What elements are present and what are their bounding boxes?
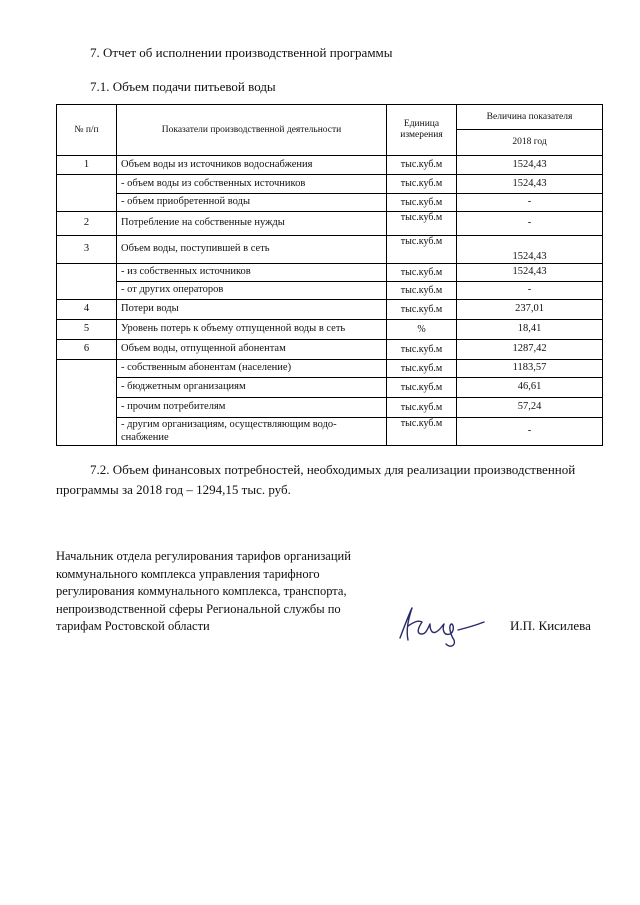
row-unit: тыс.куб.м — [387, 236, 457, 264]
row-value: 1524,43 — [457, 236, 603, 264]
row-value: 237,01 — [457, 300, 603, 320]
row-label: - от других операторов — [117, 282, 387, 300]
row-label: - из собственных источников — [117, 264, 387, 282]
row-label: - объем приобретенной воды — [117, 194, 387, 212]
section-7-title: 7. Отчет об исполнении производственной программы — [90, 45, 393, 60]
row-label: Объем воды из источников водоснабжения — [117, 156, 387, 175]
header-num: № п/п — [57, 105, 117, 156]
row-label: Потребление на собственные нужды — [117, 212, 387, 236]
row-value: 1524,43 — [457, 156, 603, 175]
row-value: 18,41 — [457, 320, 603, 340]
row-unit: тыс.куб.м — [387, 300, 457, 320]
row-unit: тыс.куб.м — [387, 360, 457, 378]
row-unit: тыс.куб.м — [387, 282, 457, 300]
row-value: 1524,43 — [457, 264, 603, 282]
water-supply-table — [56, 104, 603, 446]
table-row — [57, 282, 603, 300]
table-row — [57, 264, 603, 282]
row-num: 2 — [57, 212, 117, 236]
header-value-group: Величина показателя — [457, 105, 603, 130]
table-row — [57, 398, 603, 418]
row-num — [57, 264, 117, 300]
table-row — [57, 156, 603, 175]
table-row — [57, 378, 603, 398]
handwritten-signature — [392, 600, 502, 650]
row-value: - — [457, 212, 603, 236]
row-num — [57, 175, 117, 212]
row-value: 1524,43 — [457, 175, 603, 194]
row-value: 46,61 — [457, 378, 603, 398]
row-unit: тыс.куб.м — [387, 340, 457, 360]
row-value: - — [457, 282, 603, 300]
row-label: Уровень потерь к объему отпущенной воды в сеть — [117, 320, 387, 340]
row-value: 57,24 — [457, 398, 603, 418]
header-year: 2018 год — [457, 130, 603, 156]
section-7-2-continuation: программы за 2018 год – 1294,15 тыс. руб. — [56, 482, 291, 497]
table-row — [57, 236, 603, 264]
row-label: - собственным абонентам (население) — [117, 360, 387, 378]
section-7-1-title: 7.1. Объем подачи питьевой воды — [90, 79, 276, 94]
row-unit: тыс.куб.м — [387, 212, 457, 236]
row-label: Потери воды — [117, 300, 387, 320]
table-row — [57, 320, 603, 340]
row-unit: % — [387, 320, 457, 340]
row-num: 5 — [57, 320, 117, 340]
row-num: 3 — [57, 236, 117, 264]
row-unit: тыс.куб.м — [387, 378, 457, 398]
table-row — [57, 360, 603, 378]
section-7-2-paragraph — [56, 460, 595, 500]
row-label: - прочим потребителям — [117, 398, 387, 418]
header-unit: Единица измерения — [387, 105, 457, 156]
row-unit: тыс.куб.м — [387, 156, 457, 175]
table-row — [57, 175, 603, 194]
row-unit: тыс.куб.м — [387, 194, 457, 212]
table-row — [57, 300, 603, 320]
row-unit: тыс.куб.м — [387, 264, 457, 282]
row-unit: тыс.куб.м — [387, 175, 457, 194]
table-row — [57, 340, 603, 360]
row-label: Объем воды, поступившей в сеть — [117, 236, 387, 264]
row-value: 1183,57 — [457, 360, 603, 378]
row-value: - — [457, 418, 603, 446]
row-num — [57, 360, 117, 446]
section-7-2-text: 7.2. Объем финансовых потребностей, необходимых для реализации производственной — [90, 462, 576, 477]
signatory-name: И.П. Кисилева — [510, 618, 591, 633]
row-label: - бюджетным организациям — [117, 378, 387, 398]
row-label: - объем воды из собственных источников — [117, 175, 387, 194]
row-value: - — [457, 194, 603, 212]
row-num: 4 — [57, 300, 117, 320]
row-label: - другим организациям, осуществляющим водо-снабжение — [117, 418, 387, 446]
row-value: 1287,42 — [457, 340, 603, 360]
table-row — [57, 418, 603, 446]
row-num: 1 — [57, 156, 117, 175]
header-indicator: Показатели производственной деятельности — [117, 105, 387, 156]
signatory-title: Начальник отдела регулирования тарифов организаций коммунального комплекса управления тарифного регулирования коммунального комплекса, транспорта, непроизводственной сферы Региональной службы по тарифам Ростовской области — [56, 549, 351, 633]
row-unit: тыс.куб.м — [387, 418, 457, 446]
row-label: Объем воды, отпущенной абонентам — [117, 340, 387, 360]
row-num: 6 — [57, 340, 117, 360]
table-row — [57, 194, 603, 212]
table-row — [57, 212, 603, 236]
row-unit: тыс.куб.м — [387, 398, 457, 418]
